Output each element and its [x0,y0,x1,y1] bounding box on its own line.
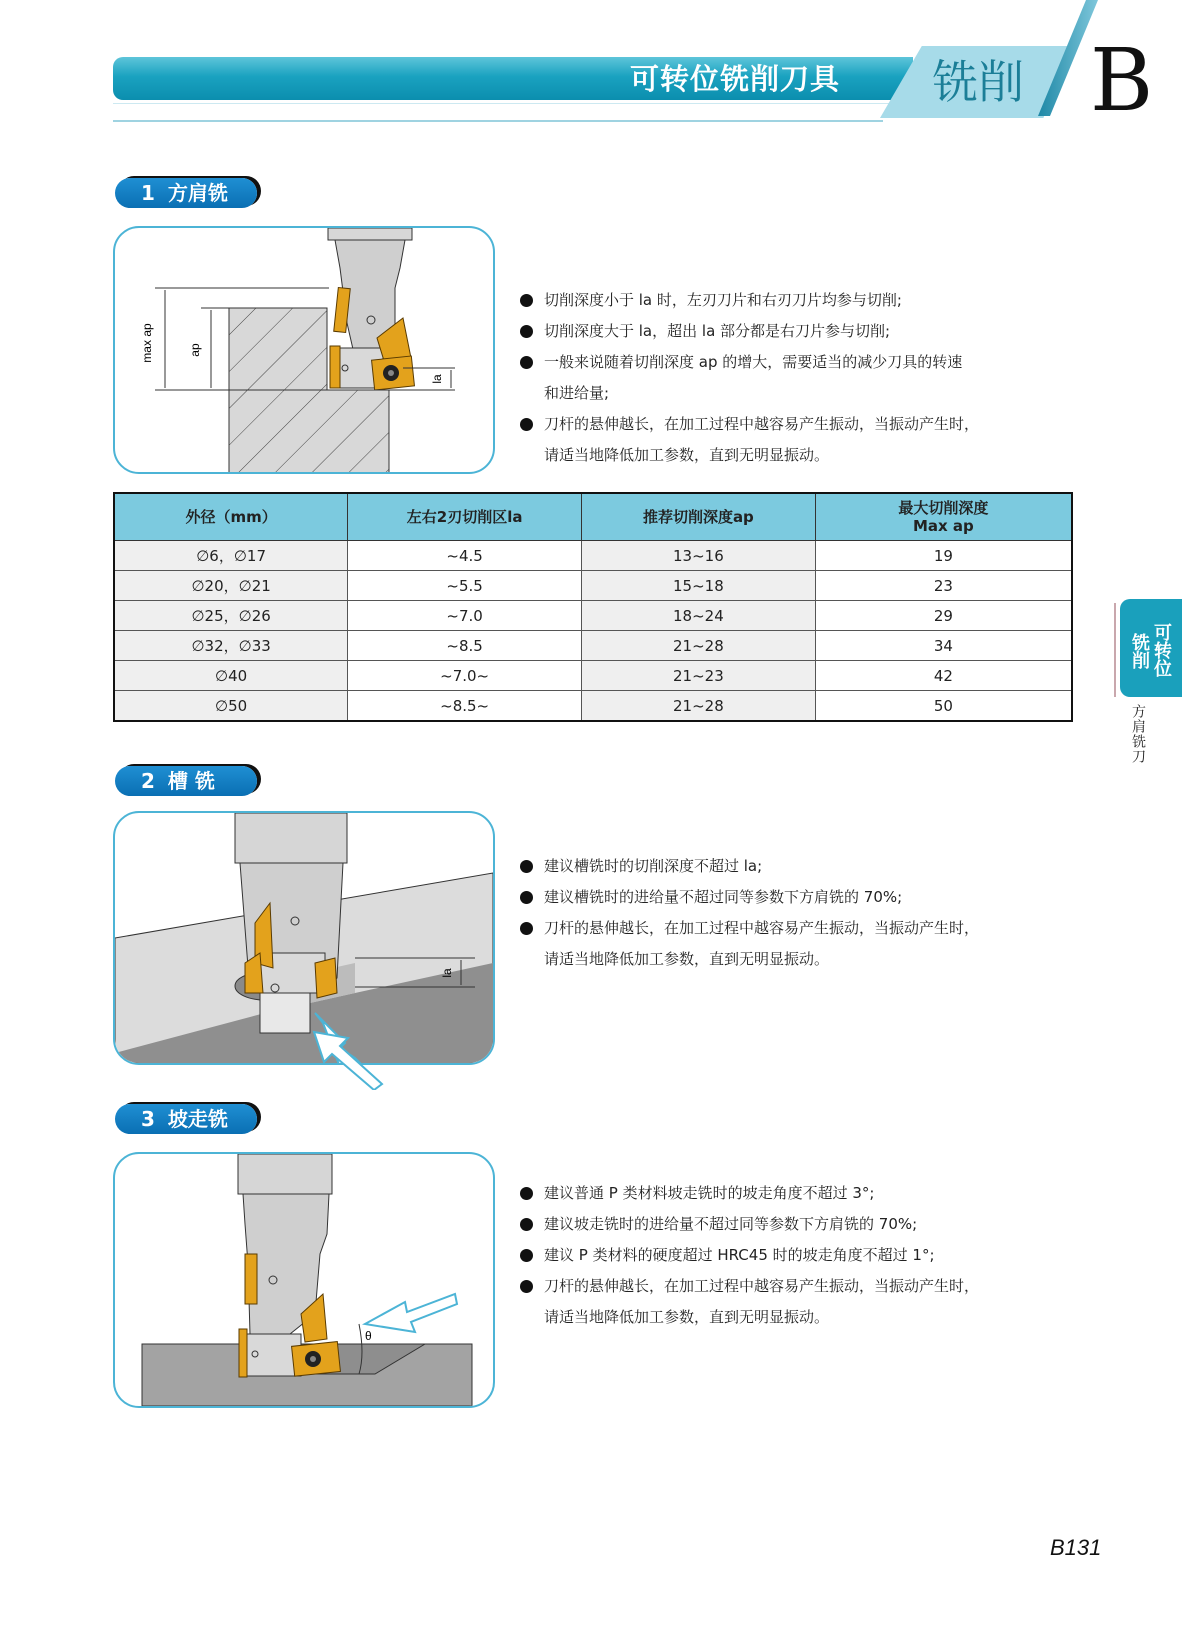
note-item: 刀杆的悬伸越长，在加工过程中越容易产生振动，当振动产生时， [520,409,979,440]
section-number: 2 [141,769,155,793]
note-item: 建议槽铣时的进给量不超过同等参数下方肩铣的 70%; [520,882,979,913]
note-continuation: 请适当地降低加工参数，直到无明显振动。 [544,1308,830,1326]
table-row: ∅6，∅17 ~4.5 13~16 19 [114,541,1072,571]
col-max-ap: 最大切削深度 Max ap [815,493,1072,541]
header-rule-inner [113,103,913,104]
ap-label: ap [188,343,202,357]
note-item: 建议普通 P 类材料坡走铣时的坡走角度不超过 3°; [520,1178,979,1209]
note-item: 刀杆的悬伸越长，在加工过程中越容易产生振动，当振动产生时， [520,1271,979,1302]
section-1-heading [115,178,257,208]
section-letter: B [1090,31,1154,131]
section-2-notes [520,851,979,975]
table-row: ∅40 ~7.0~ 21~23 42 [114,661,1072,691]
slot-milling-illustration [115,813,493,1063]
section-title: 槽 铣 [167,769,215,793]
la-label: la [430,374,444,384]
table-row: ∅25，∅26 ~7.0 18~24 29 [114,601,1072,631]
square-shoulder-illustration [115,228,493,472]
section-3-notes [520,1178,979,1333]
header-category: 铣削 [932,55,1024,109]
section-3-heading [115,1104,257,1134]
header-title: 可转位铣削刀具 [629,62,840,96]
side-tab-rule [1114,603,1116,697]
col-recommended-ap: 推荐切削深度ap [582,493,816,541]
col-outer-diameter: 外径（mm） [114,493,348,541]
note-continuation: 请适当地降低加工参数，直到无明显振动。 [544,950,830,968]
note-continuation: 和进给量; [544,384,610,402]
table-header-row [114,493,1072,541]
side-tab[interactable] [1120,599,1182,697]
section-number: 3 [141,1107,155,1131]
section-title: 方肩铣 [167,181,228,205]
table-row: ∅20，∅21 ~5.5 15~18 23 [114,571,1072,601]
feed-direction-arrow-icon [308,1030,388,1090]
side-tab-line2: 铣削 [1129,633,1150,669]
max-ap-label: max ap [140,323,154,363]
la-label: la [440,968,454,978]
page-number: B131 [1050,1535,1102,1560]
note-item: 切削深度大于 la，超出 la 部分都是右刀片参与切削; [520,316,979,347]
note-continuation: 请适当地降低加工参数，直到无明显振动。 [544,446,830,464]
note-item: 一般来说随着切削深度 ap 的增大，需要适当的减少刀具的转速 [520,347,979,378]
section-title: 坡走铣 [167,1107,228,1131]
square-shoulder-diagram [113,226,495,474]
side-tab-subtitle: 方肩铣刀 [1130,704,1146,764]
table-row: ∅50 ~8.5~ 21~28 50 [114,691,1072,722]
note-item: 建议槽铣时的切削深度不超过 la; [520,851,979,882]
note-item: 建议坡走铣时的进给量不超过同等参数下方肩铣的 70%; [520,1209,979,1240]
slot-milling-diagram [113,811,495,1065]
header-rule [113,120,883,122]
table-row: ∅32，∅33 ~8.5 21~28 34 [114,631,1072,661]
col-la: 左右2刃切削区la [348,493,582,541]
cutting-parameters-table [113,492,1073,722]
section-number: 1 [141,181,155,205]
section-1-notes [520,285,979,471]
section-2-heading [115,766,257,796]
note-item: 切削深度小于 la 时，左刃刀片和右刃刀片均参与切削; [520,285,979,316]
theta-label: θ [365,1329,372,1343]
ramping-diagram [113,1152,495,1408]
note-item: 刀杆的悬伸越长，在加工过程中越容易产生振动，当振动产生时， [520,913,979,944]
ramping-illustration [115,1154,493,1406]
side-tab-line1: 可转位 [1151,623,1172,677]
note-item: 建议 P 类材料的硬度超过 HRC45 时的坡走角度不超过 1°; [520,1240,979,1271]
